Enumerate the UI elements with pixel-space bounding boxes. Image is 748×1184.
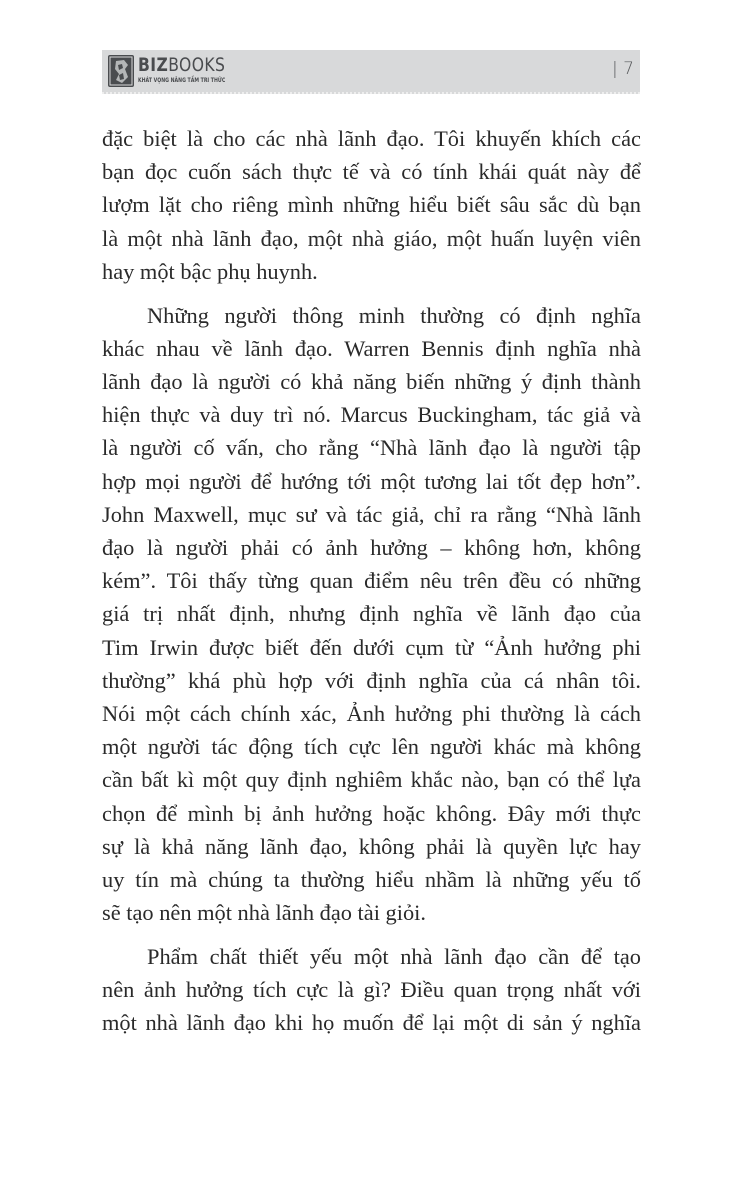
text-line: đặc biệt là cho các nhà lãnh đạo. Tôi khuyến khích các — [102, 126, 641, 151]
paragraph-essential-qualities — [102, 940, 641, 1040]
text-line: uy tín mà chúng ta thường hiểu nhầm là những yếu tố — [102, 866, 641, 892]
text-line: John Maxwell, mục sư và tác giả, chỉ ra rằng “Nhà lãnh — [102, 501, 641, 527]
page-number: | 7 — [612, 59, 634, 79]
text-line: sự là khả năng lãnh đạo, không phải là quyền lực hay — [102, 833, 641, 859]
text-line: giá trị nhất định, nhưng định nghĩa về lãnh đạo của — [102, 601, 641, 627]
text-line: đạo là người phải có ảnh hưởng – không hơn, không — [102, 534, 641, 560]
text-line: là người cố vấn, cho rằng “Nhà lãnh đạo là người tập — [102, 435, 641, 461]
text-line: hay một bậc phụ huynh. — [102, 258, 318, 284]
text-line: khác nhau về lãnh đạo. Warren Bennis định nghĩa nhà — [102, 335, 641, 361]
paragraph-continuation — [102, 122, 641, 288]
text-line: hợp mọi người để hướng tới một tương lai tốt đẹp hơn”. — [102, 468, 641, 494]
text-line: thường” khá phù hợp với định nghĩa của cá nhân tôi. — [102, 667, 641, 693]
text-line: Tim Irwin được biết đến dưới cụm từ “Ảnh hưởng phi — [102, 634, 641, 660]
brand-tagline: KHÁT VỌNG NÂNG TẦM TRI THỨC — [138, 76, 226, 84]
brand-name — [138, 55, 237, 75]
brand-name-light: BOOKS — [168, 54, 226, 76]
text-line: sẽ tạo nên một nhà lãnh đạo tài giỏi. — [102, 900, 426, 926]
page-body — [102, 122, 641, 1050]
brand-name-bold: BIZ — [138, 54, 169, 76]
text-line: Nói một cách chính xác, Ảnh hưởng phi thường là cách — [102, 700, 641, 726]
text-line: một người tác động tích cực lên người khác mà không — [102, 734, 641, 760]
text-line: một nhà lãnh đạo khi họ muốn để lại một di sản ý nghĩa — [102, 1010, 641, 1036]
text-line: hiện thực và duy trì nó. Marcus Buckingham, tác giả và — [102, 402, 641, 428]
text-line: cần bất kì một quy định nghiêm khắc nào, bạn có thể lựa — [102, 767, 641, 793]
text-line: bạn đọc cuốn sách thực tế và có tính khái quát này để — [102, 159, 641, 185]
text-line: chọn để mình bị ảnh hưởng hoặc không. Đây mới thực — [102, 800, 641, 826]
text-line: nên ảnh hưởng tích cực là gì? Điều quan trọng nhất với — [102, 977, 641, 1003]
text-line: Những người thông minh thường có định nghĩa — [147, 302, 641, 328]
text-line: là một nhà lãnh đạo, một nhà giáo, một huấn luyện viên — [102, 225, 641, 251]
text-line: lãnh đạo là người có khả năng biến những ý định thành — [102, 368, 641, 394]
bizbooks-logo-icon — [108, 55, 134, 87]
running-header — [102, 50, 640, 94]
bizbooks-logo — [108, 55, 259, 89]
text-line: lượm lặt cho riêng mình những hiểu biết sâu sắc dù bạn — [102, 192, 641, 218]
text-line: Phẩm chất thiết yếu một nhà lãnh đạo cần để tạo — [147, 943, 641, 969]
text-line: kém”. Tôi thấy từng quan điểm nêu trên đều có những — [102, 568, 641, 594]
paragraph-leadership-definitions — [102, 299, 641, 930]
